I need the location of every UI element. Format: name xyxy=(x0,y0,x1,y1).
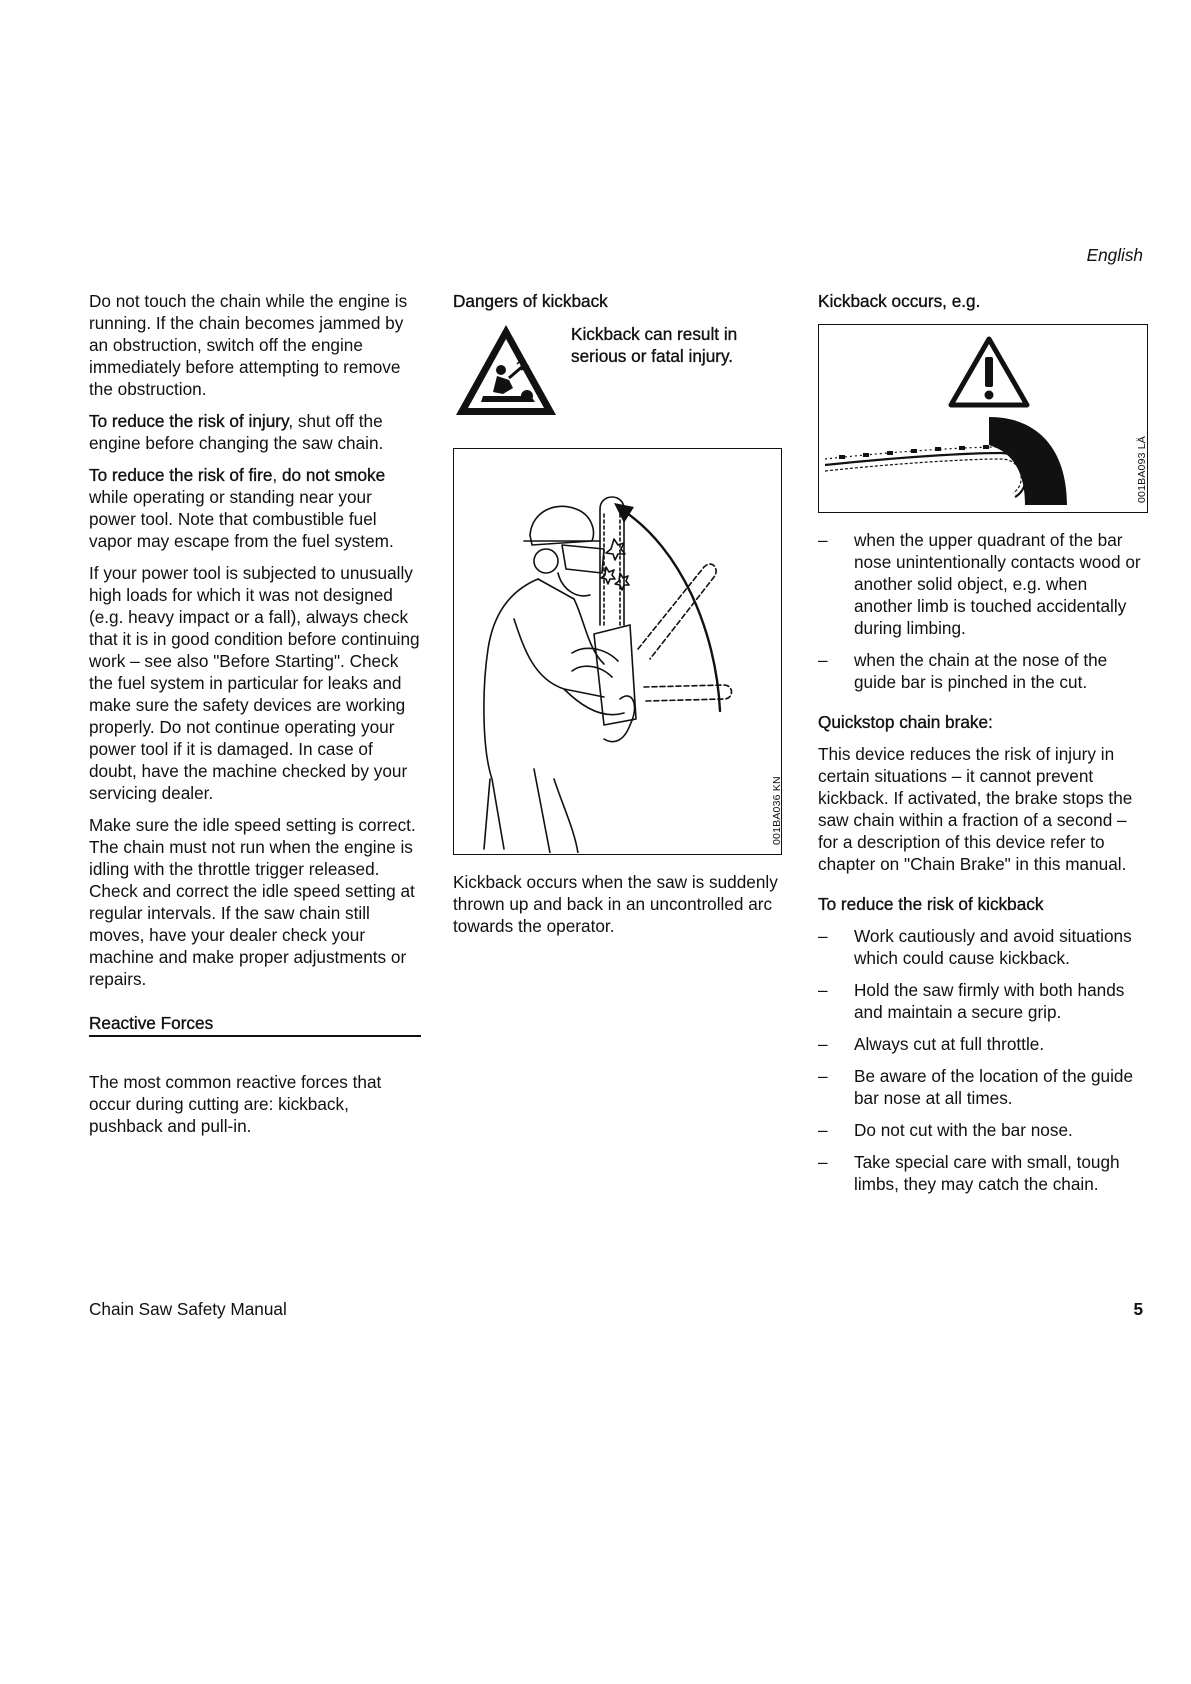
dash-marker: – xyxy=(818,650,828,670)
injury-rest: , shut off the engine before changing the saw chain. xyxy=(89,411,384,453)
heading-kickback-occurs: Kickback occurs, e.g. xyxy=(818,291,981,311)
paragraph-idle-speed: Make sure the idle speed setting is correct. The chain must not run when the engine is idling with the throttle trigger released. Check and correct the idle speed setting at regular intervals. If the saw chain still moves, have your dealer check your machine and make proper adjustments or repairs. xyxy=(89,815,416,989)
paragraph-injury xyxy=(89,410,421,454)
paragraph-high-loads: If your power tool is subjected to unusually high loads for which it was not designed (e.g. heavy impact or a fall), always check that it is in good condition before continuing work – see also "Before Starting". Check the fuel system in particular for leaks and make sure the safety devices are working properly. Do not continue operating your power tool if it is damaged. In case of doubt, have the machine checked by your servicing dealer. xyxy=(89,563,420,803)
kickback-warning-icon xyxy=(453,322,559,418)
fire-rest: while operating or standing near your power tool. Note that combustible fuel vapor may escape from the fuel system. xyxy=(89,487,394,551)
kickback-occurs-list xyxy=(818,529,1150,693)
dash-marker: – xyxy=(818,1120,828,1140)
reduce-kickback-list xyxy=(818,925,1150,1195)
list-item: – Be aware of the location of the guide bar nose at all times. xyxy=(818,1066,1134,1108)
list-item: – Work cautiously and avoid situations which could cause kickback. xyxy=(818,926,1132,968)
language-label: English xyxy=(1086,245,1143,265)
paragraph-quickstop: This device reduces the risk of injury in certain situations – it cannot prevent kickback. If activated, the brake stops the saw chain within a fraction of a second – for a description of this device refer to chapter on "Chain Brake" in this manual. xyxy=(818,744,1133,874)
figure-code-kn: 001BA036 KN xyxy=(771,776,783,845)
footer-title: Chain Saw Safety Manual xyxy=(89,1299,287,1319)
kickback-figure xyxy=(453,448,782,855)
list-item: – Always cut at full throttle. xyxy=(818,1034,1045,1054)
list-item: – when the upper quadrant of the bar nose unintentionally contacts wood or another solid object, e.g. when another limb is touched accidentally during limbing. xyxy=(818,530,1141,638)
list-item: – Hold the saw firmly with both hands and maintain a secure grip. xyxy=(818,980,1125,1022)
fire-lead-smoke: do not smoke xyxy=(281,465,386,485)
fire-sep: , xyxy=(272,465,282,485)
warning-block xyxy=(453,322,788,418)
heading-quickstop-brake: Quickstop chain brake: xyxy=(818,712,993,732)
dash-marker: – xyxy=(818,1152,828,1172)
kickback-caption: Kickback occurs when the saw is suddenly thrown up and back in an uncontrolled arc towards the operator. xyxy=(453,872,778,936)
list-item: – Do not cut with the bar nose. xyxy=(818,1120,1073,1140)
column-right xyxy=(818,290,1150,1205)
dash-marker: – xyxy=(818,1066,828,1086)
heading-dangers-kickback: Dangers of kickback xyxy=(453,291,608,311)
dash-marker: – xyxy=(818,926,828,946)
paragraph-chain-touch: Do not touch the chain while the engine is running. If the chain becomes jammed by an obstruction, switch off the engine immediately before attempting to remove the obstruction. xyxy=(89,291,408,399)
dash-marker: – xyxy=(818,980,828,1000)
list-item: – Take special care with small, tough limbs, they may catch the chain. xyxy=(818,1152,1120,1194)
operator-kickback-illustration xyxy=(454,449,780,853)
injury-lead: To reduce the risk of injury xyxy=(89,411,289,431)
paragraph-reactive-forces: The most common reactive forces that occur during cutting are: kickback, pushback and pull-in. xyxy=(89,1072,382,1136)
column-left xyxy=(89,290,421,1147)
column-middle xyxy=(453,290,788,947)
figure-code-la: 001BA093 LÄ xyxy=(1136,435,1148,503)
fire-lead: To reduce the risk of fire xyxy=(89,465,273,485)
list-item: – when the chain at the nose of the guide bar is pinched in the cut. xyxy=(818,650,1108,692)
dash-marker: – xyxy=(818,1034,828,1054)
bar-nose-illustration xyxy=(819,325,1146,511)
dash-marker: – xyxy=(818,530,828,550)
bar-nose-figure xyxy=(818,324,1148,513)
page-number: 5 xyxy=(1133,1299,1143,1319)
heading-reduce-kickback: To reduce the risk of kickback xyxy=(818,894,1044,914)
heading-reactive-forces: Reactive Forces xyxy=(89,1012,421,1037)
warning-text: Kickback can result in serious or fatal injury. xyxy=(571,324,738,366)
paragraph-fire xyxy=(89,464,421,552)
